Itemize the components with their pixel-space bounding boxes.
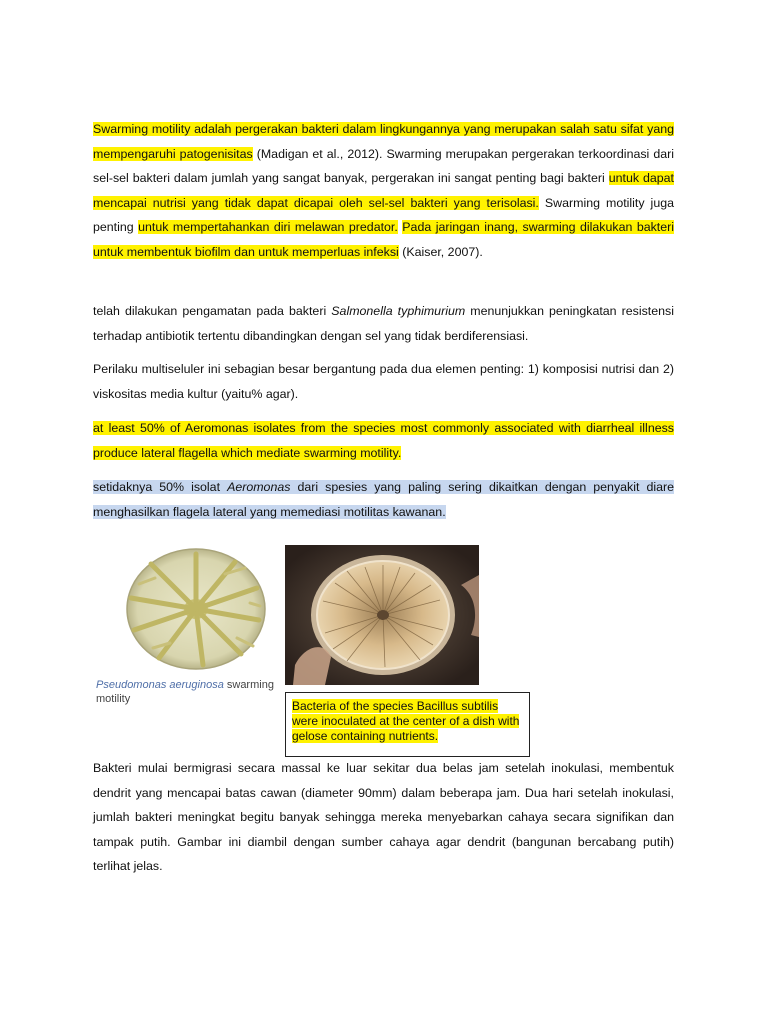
caption-text: Bacteria of the species Bacillus subtilis were inoculated at the center of a dish with gelose containing nutrients. (292, 699, 520, 743)
bacillus-dish-photo (285, 545, 479, 685)
body-text: (Kaiser, 2007). (398, 244, 483, 259)
body-text: telah dilakukan pengamatan pada bakteri (93, 304, 332, 318)
highlighted-text: untuk mempertahankan diri melawan predator. (138, 220, 398, 235)
body-text: menunjukkan peningkatan resistensi terhadap antibiotik tertentu dibandingkan dengan sel yang tidak berdiferensiasi. (93, 304, 674, 343)
body-text: (Madigan et al., 2012). Swarming merupakan pergerakan terkoordinasi dari sel-sel bakteri dalam jumlah yang sangat banyak, pergerakan ini sangat penting bagi bakteri (93, 146, 674, 186)
paragraph-salmonella (93, 299, 674, 348)
caption-text: swarming motility (96, 679, 274, 705)
figure-caption-pseudomonas (96, 678, 286, 706)
highlighted-text: setidaknya 50% isolat (93, 480, 228, 494)
body-text: Swarming motility juga penting (93, 195, 674, 235)
highlighted-text: dari spesies yang paling sering dikaitkan dengan penyakit diare menghasilkan flagela lateral yang memediasi motilitas kawanan. (93, 480, 675, 519)
caption-species: Pseudomonas aeruginosa (96, 679, 224, 691)
paragraph-swarming-definition (93, 117, 674, 265)
highlighted-text: untuk dapat mencapai nutrisi yang tidak dapat dicapai oleh sel-sel bakteri yang terisolasi. (93, 171, 674, 210)
paragraph-aeromonas-english (93, 416, 674, 465)
paragraph-multicellular: Perilaku multiseluler ini sebagian besar bergantung pada dua elemen penting: 1) komposisi nutrisi dan 2) viskositas media kultur (yaitu% agar). (93, 362, 674, 401)
figure-caption-bacillus (285, 692, 530, 757)
pseudomonas-plate-image (125, 548, 267, 670)
species-name: Salmonella typhimurium (331, 304, 466, 318)
paragraph-aeromonas-indonesian (93, 475, 674, 524)
species-name: Aeromonas (227, 480, 291, 494)
highlighted-text: Pada jaringan inang, swarming dilakukan bakteri untuk membentuk biofilm dan untuk memperluas infeksi (93, 220, 675, 259)
paragraph-migration: Bakteri mulai bermigrasi secara massal ke luar sekitar dua belas jam setelah inokulasi, membentuk dendrit yang mencapai batas cawan (diameter 90mm) dalam beberapa jam. Dua hari setelah inokulasi, jumlah bakteri meningkat begitu banyak sehingga mereka menyebarkan cahaya secara signifikan dan tampak putih. Gambar ini diambil dengan sumber cahaya agar dendrit (bangunan bercabang putih) terlihat jelas. (93, 761, 674, 874)
highlighted-text: at least 50% of Aeromonas isolates from the species most commonly associated with diarrheal illness produce lateral flagella which mediate swarming motility. (93, 421, 674, 460)
highlighted-text: Swarming motility adalah pergerakan bakteri dalam lingkungannya yang merupakan salah satu sifat yang mempengaruhi patogenisitas (93, 122, 674, 161)
